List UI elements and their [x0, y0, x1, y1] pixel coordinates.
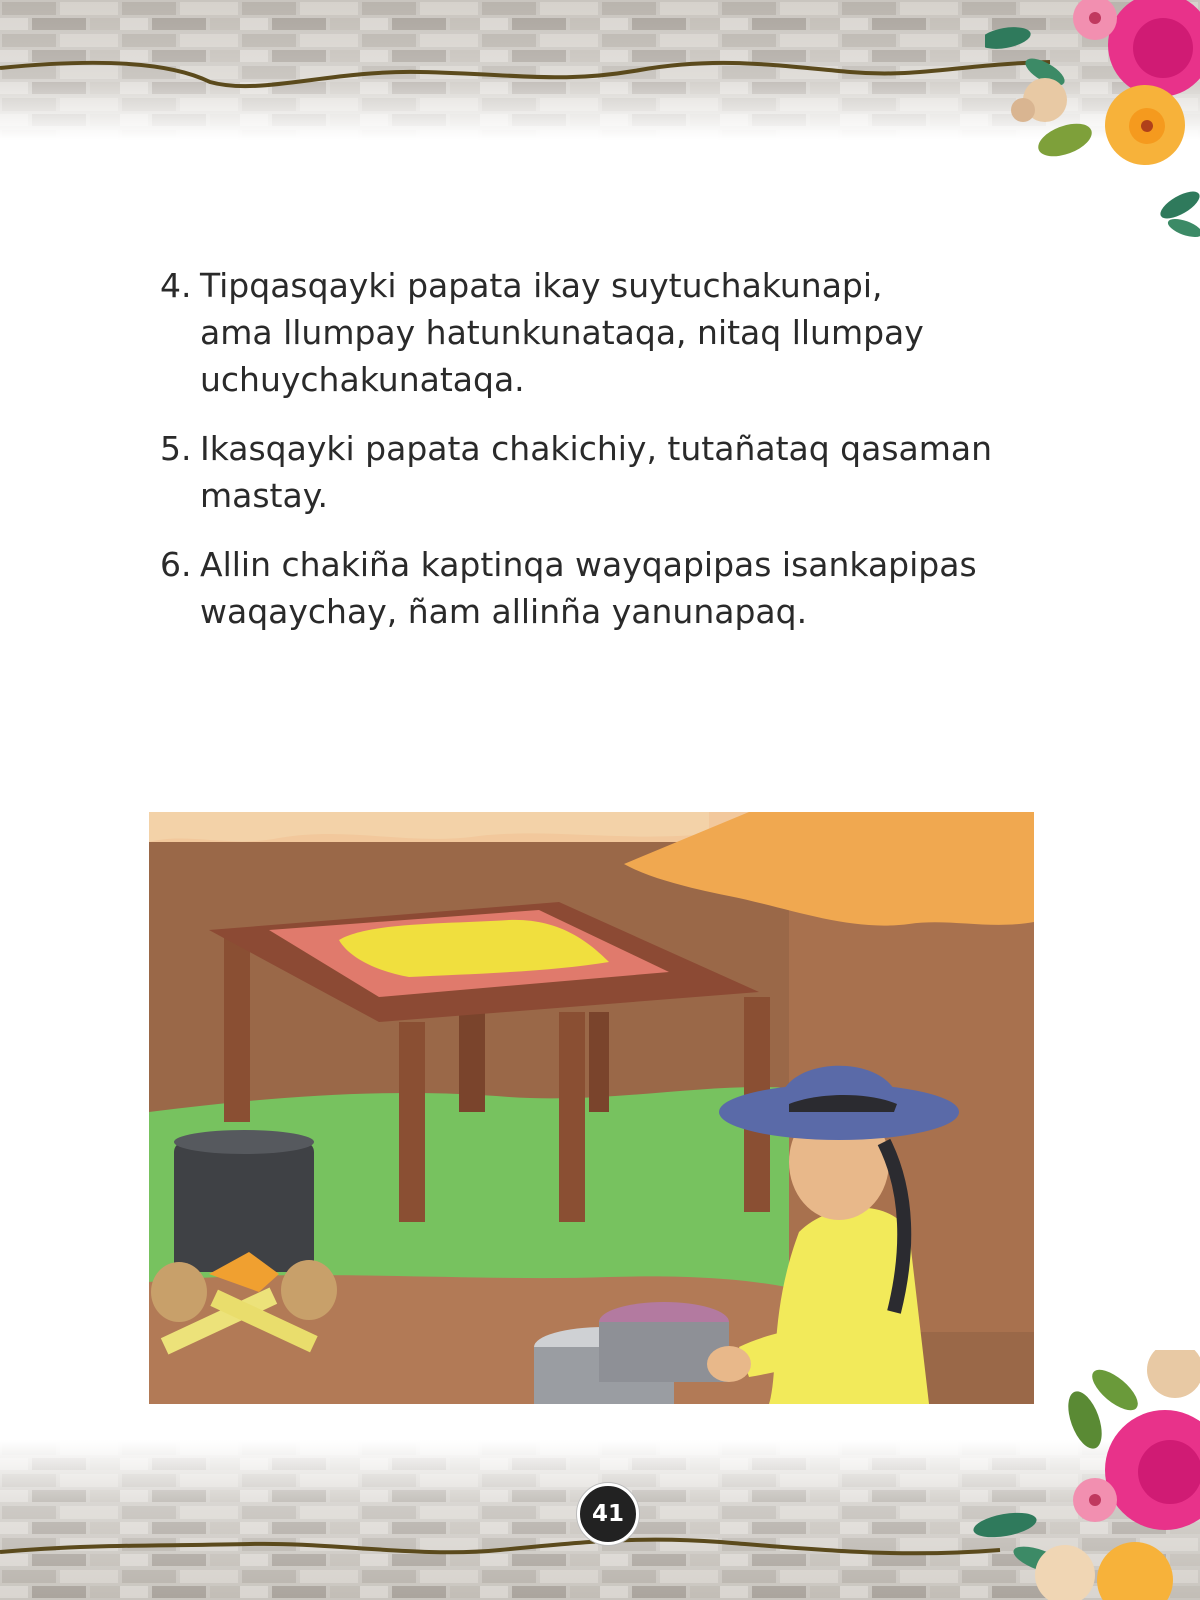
step-text — [200, 425, 1060, 519]
list-item — [160, 262, 1060, 403]
step-number: 5. — [160, 429, 192, 468]
flower-bouquet-icon — [965, 1350, 1200, 1600]
step-line: Tipqasqayki papata ikay suytuchakunapi, — [200, 266, 883, 305]
step-line: Allin chakiña kaptinqa wayqapipas isankapipas — [200, 545, 977, 584]
cooking-pot — [174, 1142, 314, 1272]
flower-bouquet-icon — [985, 0, 1200, 240]
list-item — [160, 541, 1060, 635]
page-number: 41 — [577, 1483, 639, 1545]
step-line: uchuychakunataqa. — [200, 360, 525, 399]
instruction-list — [160, 262, 1060, 657]
step-line: waqaychay, ñam allinña yanunapaq. — [200, 592, 808, 631]
illustration-drying-potatoes — [149, 812, 1034, 1404]
step-text — [200, 541, 1060, 635]
step-line: ama llumpay hatunkunataqa, nitaq llumpay — [200, 313, 924, 352]
step-line: mastay. — [200, 476, 329, 515]
step-number: 4. — [160, 266, 192, 305]
step-text — [200, 262, 1060, 403]
list-item — [160, 425, 1060, 519]
step-number: 6. — [160, 545, 192, 584]
step-line: Ikasqayki papata chakichiy, tutañataq qasaman — [200, 429, 993, 468]
